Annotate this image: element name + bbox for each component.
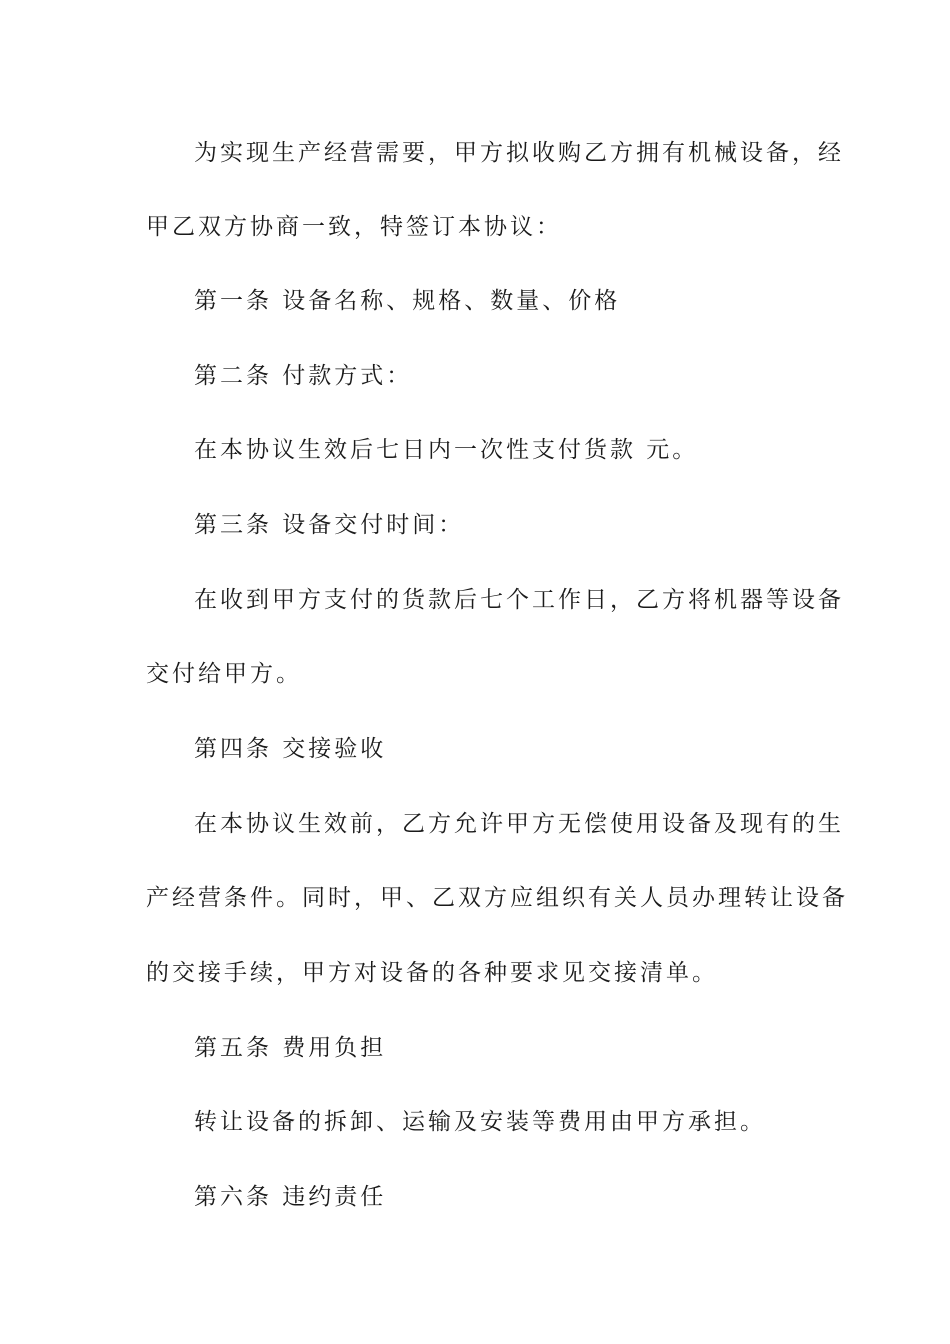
article-3-heading: 第三条 设备交付时间：: [194, 512, 465, 538]
intro-paragraph-line-2: 甲乙双方协商一致，特签订本协议：: [146, 214, 562, 240]
article-1-heading: 第一条 设备名称、规格、数量、价格: [194, 288, 621, 314]
article-4-body-line-3: 的交接手续，甲方对设备的各种要求见交接清单。: [146, 960, 718, 986]
article-6-heading: 第六条 违约责任: [194, 1184, 387, 1210]
article-5-body: 转让设备的拆卸、运输及安装等费用由甲方承担。: [194, 1109, 766, 1135]
article-3-body-line-1: 在收到甲方支付的货款后七个工作日，乙方将机器等设备: [194, 587, 844, 613]
article-4-body-line-2: 产经营条件。同时，甲、乙双方应组织有关人员办理转让设备: [146, 885, 848, 911]
article-2-body: 在本协议生效后七日内一次性支付货款 元。: [194, 437, 699, 463]
article-2-heading: 第二条 付款方式：: [194, 363, 413, 389]
article-4-heading: 第四条 交接验收: [194, 736, 387, 762]
article-5-heading: 第五条 费用负担: [194, 1035, 387, 1061]
intro-paragraph-line-1: 为实现生产经营需要，甲方拟收购乙方拥有机械设备，经: [194, 140, 844, 166]
article-3-body-line-2: 交付给甲方。: [146, 661, 302, 687]
article-4-body-line-1: 在本协议生效前，乙方允许甲方无偿使用设备及现有的生: [194, 811, 844, 837]
